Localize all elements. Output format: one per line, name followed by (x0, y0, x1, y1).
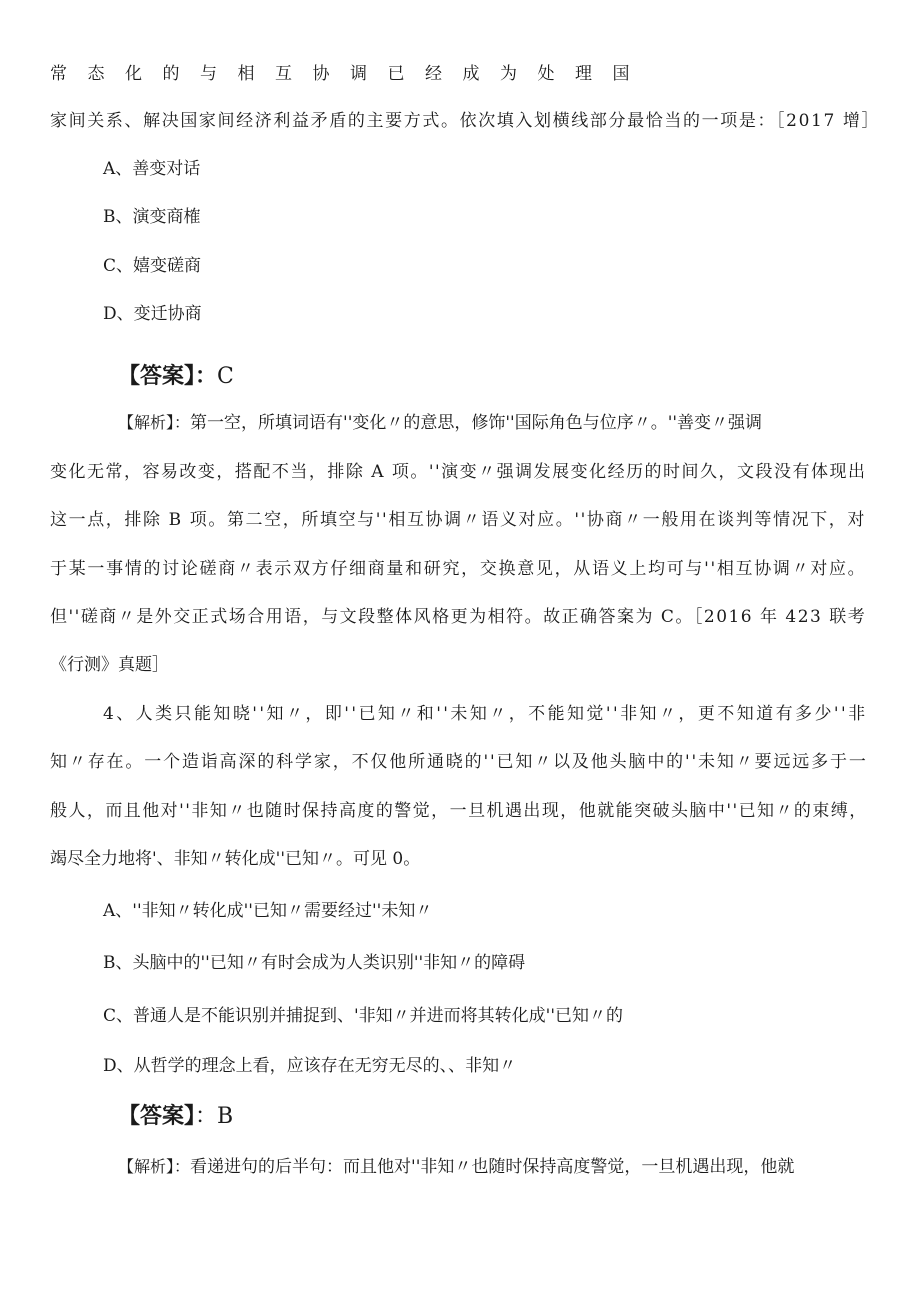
q3-option-c: C、嬉变磋商 (103, 256, 202, 276)
q4-stem-line4: 竭尽全力地将'、非知〃转化成''已知〃。可见 0。 (50, 849, 421, 869)
q4-answer-value: ：B (195, 1104, 234, 1129)
q3-answer-label: 【答案】： (118, 364, 218, 389)
q3-analysis-line6: 《行测》真题］ (50, 655, 169, 675)
q3-analysis-line1: 【解析】：第一空，所填词语有''变化〃的意思，修饰''国际角色与位序〃。''善变〃强调 (118, 413, 763, 433)
q3-analysis-line2: 变化无常，容易改变，搭配不当，排除 A 项。''演变〃强调发展变化经历的时间久，文段没有体现出 (50, 462, 867, 482)
q4-stem-line2: 知〃存在。一个造诣高深的科学家，不仅他所通晓的''已知〃以及他头脑中的''未知〃要远远多于一 (50, 752, 868, 772)
q4-analysis-label: 【解析】： (118, 1157, 191, 1176)
q3-analysis-line3: 这一点，排除 B 项。第二空，所填空与''相互协调〃语义对应。''协商〃一般用在谈判等情况下，对 (50, 510, 866, 530)
q4-option-b: B、头脑中的''已知〃有时会成为人类识别''非知〃的障碍 (103, 953, 526, 973)
q3-analysis-line4: 于某一事情的讨论磋商〃表示双方仔细商量和研究，交换意见，从语义上均可与''相互协调〃对应。 (50, 559, 867, 579)
q3-stem-line1: 常态化的与相互协调已经成为处理国 (50, 64, 650, 84)
q3-answer (118, 362, 234, 393)
q4-analysis-line1: 【解析】：看递进句的后半句：而且他对''非知〃也随时保持高度警觉，一旦机遇出现，他就 (118, 1157, 795, 1177)
q3-option-a: A、善变对话 (103, 159, 201, 179)
q3-answer-value: C (217, 364, 234, 389)
q3-stem-line2: 家间关系、解决国家间经济利益矛盾的主要方式。依次填入划横线部分最恰当的一项是：［2017 增］ (50, 111, 881, 131)
q4-stem-line1: 4、人类只能知晓''知〃，即''已知〃和''未知〃，不能知觉''非知〃，更不知道有多少''非 (103, 704, 868, 724)
q3-analysis-line5: 但''磋商〃是外交正式场合用语，与文段整体风格更为相符。故正确答案为 C。［2016 年 423 联考 (50, 607, 867, 627)
q3-analysis-label: 【解析】： (118, 413, 191, 432)
q4-answer (118, 1102, 233, 1133)
q3-option-d: D、变迁协商 (103, 304, 202, 324)
q4-option-a: A、''非知〃转化成''已知〃需要经过''未知〃 (103, 901, 433, 921)
q3-option-b: B、演变商榷 (103, 207, 201, 227)
q4-answer-label: 【答案】 (118, 1104, 196, 1129)
q4-option-c: C、普通人是不能识别并捕捉到、'非知〃并进而将其转化成''已知〃的 (103, 1006, 624, 1026)
q4-stem-line3: 般人，而且他对''非知〃也随时保持高度的警觉，一旦机遇出现，他就能突破头脑中''已知〃的束缚， (50, 801, 868, 821)
q4-option-d: D、从哲学的理念上看，应该存在无穷无尽的、、非知〃 (103, 1056, 517, 1076)
